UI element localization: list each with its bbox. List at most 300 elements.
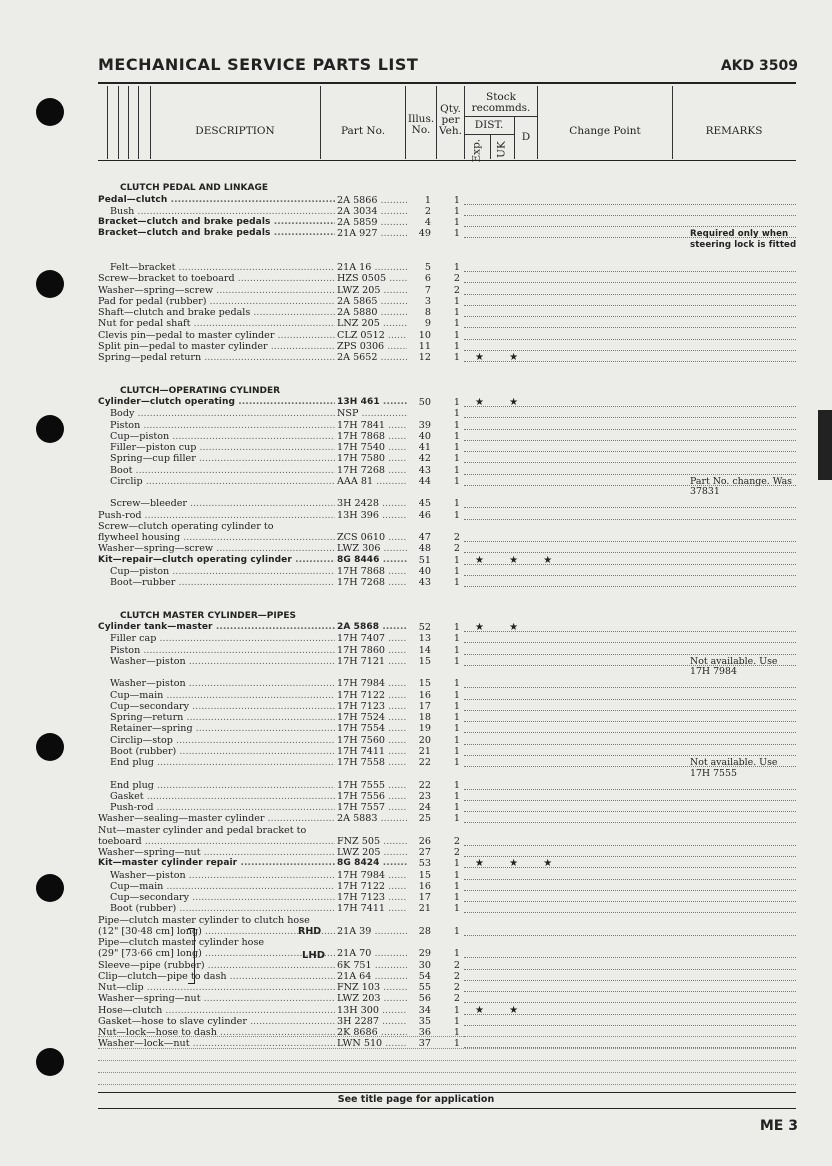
part-description-text: Gasket—hose to slave cylinder [98,1015,247,1027]
part-number-text: 17H 7841 [337,419,386,431]
part-number [337,262,407,273]
part-description-text: Boot (rubber) [110,903,177,915]
part-row [98,465,796,476]
part-number [337,690,407,701]
part-number [337,903,407,914]
part-row [98,510,796,521]
leader-line [464,699,796,700]
part-row [98,780,796,791]
qty-per-vehicle: 1 [453,678,460,690]
qty-per-vehicle: 1 [453,397,460,408]
part-description [98,701,335,712]
col-uk: UK [495,141,508,158]
column-divider [128,86,129,159]
illus-number: 18 [418,712,431,723]
qty-per-vehicle: 2 [453,273,460,285]
illus-number: 25 [418,813,431,825]
leader-line [464,451,796,452]
part-row [98,408,796,419]
col-exp: Exp. [470,138,483,163]
qty-per-vehicle: 1 [453,498,460,510]
part-number [337,296,407,307]
illus-number: 42 [418,453,431,465]
part-description [98,465,335,476]
part-description [98,757,335,768]
part-number-text: 17H 7580 [337,453,386,465]
part-row [98,735,796,746]
part-description-text: End plug [110,757,154,768]
illus-number: 10 [418,329,431,341]
part-description [98,543,335,554]
part-number [337,858,407,869]
qty-per-vehicle: 2 [453,532,460,543]
part-description [98,195,335,206]
part-row [98,802,796,813]
part-description [98,555,335,566]
illus-number: 3 [424,295,431,307]
header-top-rule [98,82,796,84]
part-description-text: Bracket—clutch and brake pedals [98,228,271,239]
part-number [337,678,407,689]
lhd-bracket [188,928,195,984]
part-description-text: Cup—main [110,689,164,701]
column-divider [672,86,673,159]
part-row [98,352,796,363]
part-number-text: LWZ 205 [337,847,381,858]
part-number [337,352,407,363]
leader-line [464,901,796,902]
leader-line [464,1025,796,1026]
part-description-text: Screw—bleeder [110,498,187,510]
part-description [98,510,335,521]
part-number-text: 13H 396 [337,509,379,521]
qty-per-vehicle: 2 [453,993,460,1005]
illus-number: 6 [424,273,431,285]
part-description-text: End plug [110,779,154,791]
part-description-text: Cup—piston [110,565,170,577]
part-row [98,431,796,442]
illus-number: 7 [424,284,431,296]
illus-number: 17 [418,892,431,903]
part-number [337,836,407,847]
part-number-text: HZS 0505 [337,273,387,285]
parts-table-body [98,172,796,1050]
part-number-text: 17H 7268 [337,464,386,476]
part-number-text: 13H 461 [337,397,380,407]
qty-per-vehicle: 1 [453,723,460,735]
illus-number: 4 [424,217,431,228]
part-description-text: Retainer—spring [110,723,193,735]
part-row [98,825,796,836]
part-description [98,847,335,858]
part-row [98,791,796,802]
part-row [98,746,796,757]
qty-per-vehicle: 2 [453,959,460,971]
part-description [98,431,335,442]
leader-line [464,721,796,722]
blank-line [98,1048,796,1049]
part-row [98,645,796,656]
part-number [337,960,407,971]
illus-number: 53 [418,858,431,870]
illus-number: 55 [418,982,431,993]
part-row [98,960,796,971]
part-number-text: 8G 8424 [337,858,380,869]
col-part-no: Part No. [340,125,386,137]
part-number-text: 17H 7560 [337,734,386,746]
part-number [337,206,407,217]
part-row [98,498,796,509]
part-number-text: 17H 7524 [337,712,386,723]
leader-line [464,204,796,205]
qty-per-vehicle: 1 [453,430,460,442]
part-number [337,656,407,667]
stock-stars: ★ ★ [475,1004,530,1016]
part-description [98,881,335,892]
illus-number: 15 [418,869,431,881]
part-number [337,870,407,881]
leader-line [464,912,796,913]
illus-number: 23 [418,790,431,802]
part-number [337,555,407,566]
stock-stars: ★ ★ [475,622,530,633]
leader-line [464,969,796,970]
qty-per-vehicle: 1 [453,689,460,701]
part-number [337,633,407,644]
row-spacer [98,375,796,386]
part-description-text: toeboard [98,835,142,847]
part-number [337,476,407,487]
stock-stars: ★ ★ ★ [475,554,564,566]
part-description-text: Sleeve—pipe (rubber) [98,959,205,971]
part-number-text: CLZ 0512 [337,329,385,341]
illus-number: 41 [418,442,431,453]
part-description [98,937,335,948]
part-description-text: Gasket [110,790,144,802]
page-number: ME 3 [759,1118,798,1134]
part-description-text: Kit—master cylinder repair [98,858,238,869]
part-row [98,836,796,847]
part-number [337,543,407,554]
part-row [98,195,796,206]
qty-per-vehicle: 1 [453,329,460,341]
part-number [337,746,407,757]
qty-per-vehicle: 1 [453,1004,460,1016]
part-number-text: 2A 5883 [337,813,378,825]
illus-number: 50 [418,397,431,408]
qty-per-vehicle: 1 [453,509,460,521]
part-description-text: Washer—spring—screw [98,284,214,296]
qty-per-vehicle: 1 [453,228,460,240]
illus-number: 34 [418,1004,431,1016]
qty-per-vehicle: 2 [453,835,460,847]
part-description [98,206,335,217]
section-heading [98,611,796,622]
part-description-text: Boot—rubber [110,577,176,588]
part-number-text: 6K 751 [337,959,372,971]
part-number [337,510,407,521]
illus-number: 13 [418,633,431,645]
qty-per-vehicle: 1 [453,712,460,723]
part-description-text: Push-rod [110,802,154,813]
leader-line [464,282,796,283]
qty-per-vehicle: 2 [453,847,460,858]
part-number [337,723,407,734]
leader-line [464,226,796,227]
illus-number: 37 [418,1038,431,1050]
qty-per-vehicle: 1 [453,622,460,633]
qty-per-vehicle: 2 [453,543,460,555]
qty-per-vehicle: 1 [453,205,460,217]
remarks: Not available. Use 17H 7555 [690,757,778,779]
qty-per-vehicle: 1 [453,194,460,206]
part-number-text: 17H 7268 [337,577,386,588]
part-description [98,285,335,296]
row-spacer [98,363,796,374]
qty-per-vehicle: 1 [453,340,460,352]
leader-line [464,744,796,745]
leader-line [464,687,796,688]
qty-per-vehicle: 2 [453,284,460,296]
part-number [337,982,407,993]
qty-per-vehicle: 1 [453,734,460,746]
part-number [337,701,407,712]
row-spacer [98,588,796,599]
illus-number: 20 [418,734,431,746]
part-description [98,397,335,408]
part-number [337,1005,407,1016]
stock-stars: ★ ★ ★ [475,858,564,870]
part-number-text: 17H 7868 [337,565,386,577]
part-row [98,723,796,734]
leader-line [464,541,796,542]
part-number [337,431,407,442]
qty-per-vehicle: 1 [453,453,460,465]
leader-line [464,316,796,317]
qty-per-vehicle: 1 [453,925,460,937]
part-description-text: Piston [110,644,141,656]
illus-number: 9 [424,318,431,330]
leader-line [464,215,796,216]
part-number-text: 17H 7540 [337,442,386,453]
part-description [98,746,335,757]
part-number [337,307,407,318]
part-number [337,735,407,746]
illus-number: 43 [418,464,431,476]
part-row [98,318,796,329]
leader-line [464,800,796,801]
part-description [98,498,335,509]
part-row [98,813,796,824]
part-description-text: Kit—repair—clutch operating cylinder [98,554,292,565]
part-number-text: LWZ 306 [337,543,381,555]
section-title: CLUTCH MASTER CYLINDER—PIPES [120,610,296,621]
qty-per-vehicle: 1 [453,217,460,228]
part-description-text: Screw—clutch operating cylinder to [98,520,274,532]
column-divider [107,86,108,159]
illus-number: 52 [418,622,431,633]
leader-line [464,339,796,340]
part-description-text: Filler cap [110,633,157,645]
part-description [98,656,335,667]
part-row [98,847,796,858]
part-number-text: 17H 7122 [337,689,386,701]
part-row [98,757,796,779]
col-remarks: REMARKS [705,125,763,137]
qty-per-vehicle: 2 [453,982,460,993]
part-description-text: Piston [110,419,141,431]
part-number-text: 17H 7984 [337,678,386,690]
part-row [98,532,796,543]
illus-number: 46 [418,509,431,521]
edge-tab [818,410,832,480]
part-description [98,262,335,273]
part-description [98,678,335,689]
part-number-text: 13H 300 [337,1004,379,1016]
part-row [98,633,796,644]
part-number [337,881,407,892]
part-number [337,926,407,937]
column-divider [118,86,119,159]
part-row [98,217,796,228]
qty-per-vehicle: 1 [453,633,460,645]
illus-number: 28 [418,925,431,937]
part-row [98,397,796,408]
part-row [98,690,796,701]
part-number-text: 2A 5868 [337,622,380,632]
part-number-text: 17H 7123 [337,892,386,903]
part-number-text: 17H 7411 [337,745,386,757]
part-description-text: Spring—cup filler [110,453,196,465]
leader-line [464,811,796,812]
part-number [337,1016,407,1027]
part-number [337,948,407,959]
part-number-text: 3H 2287 [337,1015,379,1027]
part-row [98,678,796,689]
part-description-text: Filler—piston cup [110,442,197,453]
leader-line [464,552,796,553]
part-number-text: LWZ 203 [337,993,381,1005]
qty-per-vehicle: 1 [453,307,460,318]
part-description [98,476,335,487]
leader-line [464,474,796,475]
part-description [98,228,335,239]
part-row [98,1005,796,1016]
part-row [98,453,796,464]
part-number-text: 2A 5866 [337,194,378,206]
part-number [337,285,407,296]
part-number-text: 21A 70 [337,948,372,960]
part-description [98,622,335,633]
part-number [337,577,407,588]
part-description-text: Boot (rubber) [110,745,177,757]
row-spacer [98,600,796,611]
stock-stars: ★ ★ [475,352,530,363]
qty-per-vehicle: 1 [453,1027,460,1038]
col-d: D [521,131,531,143]
part-number [337,195,407,206]
remarks: Not available. Use 17H 7984 [690,655,778,678]
illus-number: 22 [418,757,431,768]
leader-line [464,429,796,430]
part-number [337,791,407,802]
part-number [337,645,407,656]
part-description-text: Washer—spring—screw [98,543,214,555]
illus-number: 36 [418,1027,431,1038]
qty-per-vehicle: 1 [453,408,460,420]
part-row [98,622,796,633]
part-number-text: 17H 7558 [337,757,386,768]
part-description-text: Felt—bracket [110,262,176,273]
part-description-text: Cup—main [110,880,164,892]
part-description-text: Clip—clutch—pipe to dash [98,970,227,982]
qty-per-vehicle: 1 [453,554,460,566]
part-number-text: FNZ 505 [337,835,381,847]
part-description-text: Washer—spring—nut [98,847,201,858]
qty-per-vehicle: 1 [453,813,460,825]
qty-per-vehicle: 1 [453,948,460,960]
leader-line [464,507,796,508]
part-number [337,442,407,453]
part-description-text: Cylinder—clutch operating [98,397,236,407]
illus-number: 43 [418,577,431,588]
part-row [98,701,796,712]
qty-per-vehicle: 1 [453,892,460,903]
qty-per-vehicle: 1 [453,352,460,363]
part-number-text: 3H 2428 [337,498,379,510]
part-number [337,757,407,768]
part-number [337,330,407,341]
stock-stars: ★ ★ [475,397,530,408]
part-number [337,465,407,476]
part-description [98,341,335,352]
leader-line [464,350,796,351]
col-illus-no: Illus. No. [407,113,435,136]
part-description-text: Circlip—stop [110,734,173,746]
qty-per-vehicle: 1 [453,318,460,330]
part-number [337,273,407,284]
part-number-text: 2A 5880 [337,307,378,318]
leader-line [464,755,796,756]
illus-number: 14 [418,644,431,656]
part-row [98,330,796,341]
part-number-text: 17H 7556 [337,790,386,802]
illus-number: 26 [418,835,431,847]
illus-number: 45 [418,498,431,510]
part-description-text: Circlip [110,475,143,487]
row-spacer [98,172,796,183]
page-title: MECHANICAL SERVICE PARTS LIST [98,55,419,74]
illus-number: 56 [418,993,431,1005]
part-description-text: Washer—lock—nut [98,1038,190,1050]
part-description-text: Nut—clip [98,982,144,993]
leader-line [464,462,796,463]
part-row [98,442,796,453]
qty-per-vehicle: 1 [453,655,460,667]
section-title: CLUTCH—OPERATING CYLINDER [120,385,281,396]
row-spacer [98,240,796,251]
part-description [98,993,335,1004]
column-divider [490,134,491,159]
part-description-text: Pedal—clutch [98,194,168,205]
part-number [337,780,407,791]
part-description-text: Spring—return [110,712,184,723]
part-row [98,948,796,959]
part-description [98,780,335,791]
part-number [337,622,407,633]
illus-number: 27 [418,847,431,858]
row-spacer [98,251,796,262]
